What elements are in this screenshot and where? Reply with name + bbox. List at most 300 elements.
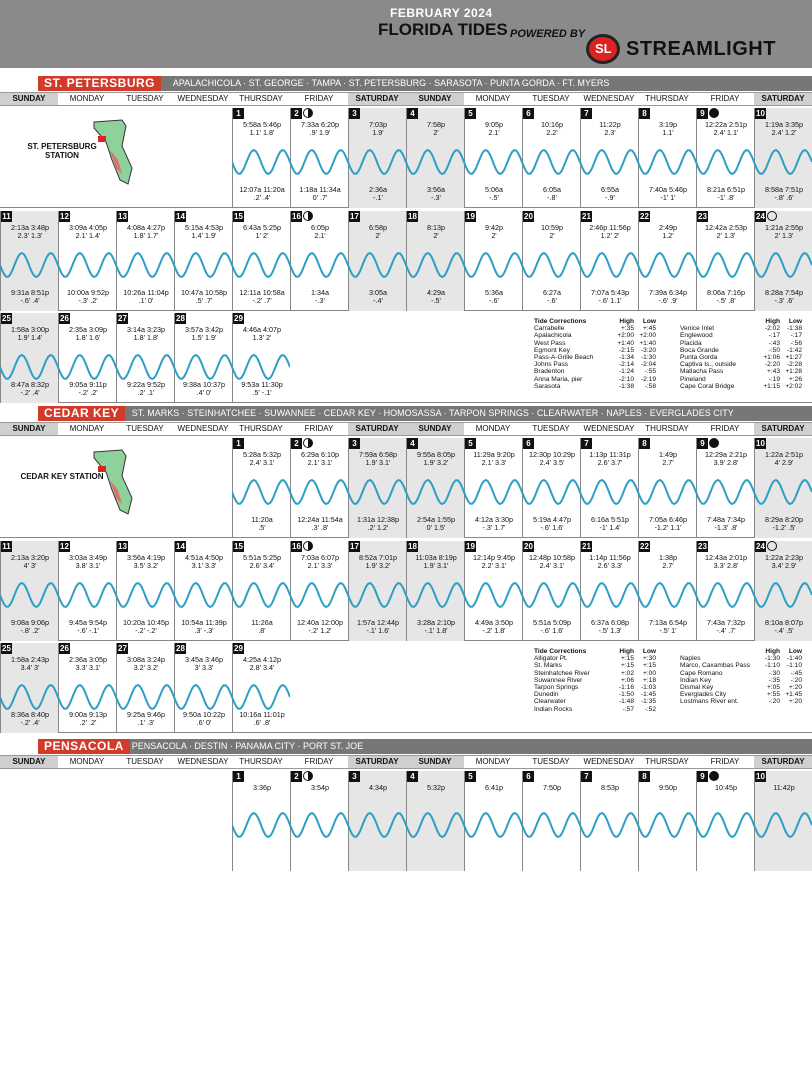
station-label: CEDAR KEY STATION — [20, 472, 104, 481]
day-header-monday: MONDAY — [475, 424, 511, 433]
date-number: 28 — [176, 644, 185, 653]
day-header-saturday: SATURDAY — [754, 756, 812, 768]
day-header-wednesday: WEDNESDAY — [583, 94, 635, 103]
low-tide-text: 10:47a 10:58p .5' .7' — [181, 288, 227, 305]
high-tide-text: 5:28a 5:32p 2.4' 3.1' — [243, 450, 281, 467]
correction-row: Indian Key -:35 -:20 — [680, 676, 802, 684]
day-header-tuesday: TUESDAY — [532, 424, 570, 433]
low-tide-text: 9:53a 11:30p .5' -.1' — [241, 380, 283, 397]
streamlight-logo-icon — [586, 34, 620, 64]
date-number: 24 — [756, 212, 765, 221]
high-tide-text: 12:30p 10:29p 2.4' 3.5' — [529, 450, 575, 467]
day-header-monday: MONDAY — [69, 757, 105, 766]
low-tide-text: 7:39a 6:34p -.6' .9' — [649, 288, 687, 305]
date-number: 23 — [698, 542, 707, 551]
date-number: 3 — [349, 438, 360, 449]
day-header-wednesday: WEDNESDAY — [583, 424, 635, 433]
high-tide-text: 3:08a 3:24p 3.2' 3.2' — [127, 655, 165, 672]
low-tide-text: 8:21a 6:51p -1' .8' — [707, 185, 745, 202]
tide-wave — [232, 142, 812, 182]
day-header-monday: MONDAY — [69, 94, 105, 103]
low-tide-text: 12:07a 11:20a .2' .4' — [239, 185, 285, 202]
correction-row: Steinhatchee River +:02 +:00 — [534, 669, 656, 677]
date-number: 26 — [60, 314, 69, 323]
low-tide-text: 7:48a 7:34p -1.3' .8' — [707, 515, 745, 532]
day-header-row — [0, 422, 812, 436]
day-header-saturday: SATURDAY — [348, 423, 406, 435]
corrections-header: High Low — [765, 648, 802, 655]
correction-row: Lostmans River ent. -:20 +:20 — [680, 698, 802, 706]
high-tide-text: 7:03p 1.9' — [369, 120, 387, 137]
date-number: 10 — [756, 772, 765, 781]
low-tide-text: 4:29a -.5' — [427, 288, 445, 305]
date-number: 7 — [581, 771, 592, 782]
date-number: 15 — [234, 212, 243, 221]
low-tide-text: 5:19a 4:47p -.6' 1.6' — [533, 515, 571, 532]
date-number: 13 — [118, 212, 127, 221]
region-cities: APALACHICOLA · ST. GEORGE · TAMPA · ST. PETERSBURG · SARASOTA · PUNTA GORDA · FT. MYERS — [172, 78, 610, 88]
low-tide-text: 3:28a 2:10p -.1' 1.8' — [417, 618, 455, 635]
low-tide-text: 8:36a 8:40p -.2' .4' — [11, 710, 49, 727]
high-tide-text: 12:22a 2:51p 2.4' 1.1' — [705, 120, 747, 137]
correction-row: Dunedin -1:50 -1:45 — [534, 691, 656, 699]
date-number: 8 — [639, 771, 650, 782]
high-tide-text: 3:45a 3:46p 3' 3.3' — [185, 655, 223, 672]
low-tide-text: 7:13a 6:54p -.5' 1' — [649, 618, 687, 635]
high-tide-text: 1:14p 11:56p 2.6' 3.3' — [589, 553, 631, 570]
date-number: 19 — [466, 542, 475, 551]
high-tide-text: 8:53p — [601, 783, 619, 792]
high-tide-text: 3:14a 3:23p 1.8' 1.8' — [127, 325, 165, 342]
date-number: 6 — [523, 108, 534, 119]
correction-row: Egmont Key -2:15 -3:20 — [534, 346, 656, 354]
day-header-friday: FRIDAY — [304, 94, 334, 103]
day-header-tuesday: TUESDAY — [126, 424, 164, 433]
correction-row: Venice Inlet -2:02 -1:38 — [680, 325, 802, 333]
day-header-thursday: THURSDAY — [645, 94, 689, 103]
date-number: 27 — [118, 644, 127, 653]
header-powered: POWERED BY — [510, 28, 586, 40]
high-tide-text: 4:51a 4:50p 3.1' 3.3' — [185, 553, 223, 570]
date-number: 2 — [291, 108, 302, 119]
correction-row: Pass-A-Grille Beach -1:34 -1:30 — [534, 354, 656, 362]
high-tide-text: 6:41p — [485, 783, 503, 792]
correction-row: Dismal Key +:05 +:20 — [680, 684, 802, 692]
correction-row: Englewood -:17 -:17 — [680, 332, 802, 340]
corrections-header: Tide Corrections High Low — [534, 318, 656, 325]
high-tide-text: 1:49p 2.7' — [659, 450, 677, 467]
high-tide-text: 7:03a 6:07p 2.1' 3.3' — [301, 553, 339, 570]
high-tide-text: 2:13a 3:48p 2.3' 1.3' — [11, 223, 49, 240]
week-row — [0, 541, 812, 641]
day-header-saturday: SATURDAY — [348, 93, 406, 105]
low-tide-text: 10:26a 11:04p .1' 0' — [123, 288, 169, 305]
region-name: ST. PETERSBURG — [38, 76, 161, 91]
low-tide-text: 10:20a 10:45p -.2' -.2' — [123, 618, 169, 635]
high-tide-text: 8:52a 7:01p 1.9' 3.2' — [359, 553, 397, 570]
high-tide-text: 1:38p 2.7' — [659, 553, 677, 570]
high-tide-text: 5:15a 4:53p 1.4' 1.9' — [185, 223, 223, 240]
high-tide-text: 12:42a 2:53p 2' 1.3' — [705, 223, 747, 240]
date-number: 4 — [407, 771, 418, 782]
region-name: PENSACOLA — [38, 739, 130, 754]
day-header-thursday: THURSDAY — [239, 424, 283, 433]
date-number: 2 — [291, 771, 302, 782]
low-tide-text: 1:57a 12:44p -.1' 1.6' — [357, 618, 399, 635]
date-number: 10 — [756, 439, 765, 448]
correction-row: Bradenton -1:24 -:55 — [534, 368, 656, 376]
day-header-saturday: SATURDAY — [348, 756, 406, 768]
day-header-friday: FRIDAY — [304, 757, 334, 766]
low-tide-text: 6:27a -.6' — [543, 288, 561, 305]
date-number: 8 — [639, 438, 650, 449]
high-tide-text: 6:58p 2' — [369, 223, 387, 240]
day-header-sunday: SUNDAY — [0, 423, 58, 435]
high-tide-text: 9:50p — [659, 783, 677, 792]
high-tide-text: 2:35a 3:09p 1.8' 1.6' — [69, 325, 107, 342]
low-tide-text: 1:31a 12:38p .2' 1.2' — [357, 515, 399, 532]
day-header-thursday: THURSDAY — [645, 757, 689, 766]
date-number: 25 — [2, 644, 11, 653]
low-tide-text: 9:38a 10:37p .4' 0' — [183, 380, 225, 397]
region-name: CEDAR KEY — [38, 406, 125, 421]
high-tide-text: 1:22a 2:23p 3.4' 2.9' — [765, 553, 803, 570]
corrections-header: High Low — [765, 318, 802, 325]
date-number: 21 — [582, 542, 591, 551]
date-number: 20 — [524, 542, 533, 551]
day-header-tuesday: TUESDAY — [532, 94, 570, 103]
day-header-tuesday: TUESDAY — [126, 94, 164, 103]
date-number: 27 — [118, 314, 127, 323]
high-tide-text: 7:50p — [543, 783, 561, 792]
moon-phase-icon — [767, 211, 777, 221]
day-header-monday: MONDAY — [475, 94, 511, 103]
correction-row: Everglades City +:55 +1:45 — [680, 691, 802, 699]
high-tide-text: 11:42p — [773, 783, 795, 792]
low-tide-text: 3:05a -.4' — [369, 288, 387, 305]
low-tide-text: 12:24a 11:54a .3' .8' — [297, 515, 343, 532]
high-tide-text: 12:48p 10:58p 2.4' 3.1' — [529, 553, 575, 570]
correction-row: West Pass +1:40 +1:40 — [534, 339, 656, 347]
tide-wave — [232, 472, 812, 512]
correction-row: Anna Maria, pier -2:10 -2:19 — [534, 375, 656, 383]
date-number: 17 — [350, 542, 359, 551]
day-header-monday: MONDAY — [69, 424, 105, 433]
date-number: 9 — [697, 108, 708, 119]
date-number: 11 — [2, 212, 11, 221]
low-tide-text: 7:40a 5:46p -1' 1' — [649, 185, 687, 202]
correction-row: Suwannee River +:06 +:18 — [534, 676, 656, 684]
date-number: 16 — [292, 542, 301, 551]
moon-phase-icon — [303, 438, 313, 448]
correction-row: Cape Romano -:30 -:45 — [680, 669, 802, 677]
low-tide-text: 9:31a 8:51p -.6' .4' — [11, 288, 49, 305]
date-number: 18 — [408, 212, 417, 221]
day-header-tuesday: TUESDAY — [126, 757, 164, 766]
low-tide-text: 6:16a 5:51p -1' 1.4' — [591, 515, 629, 532]
day-header-wednesday: WEDNESDAY — [177, 94, 229, 103]
region-1 — [0, 406, 812, 736]
low-tide-text: 6:55a -.9' — [601, 185, 619, 202]
day-header-wednesday: WEDNESDAY — [177, 757, 229, 766]
high-tide-text: 11:22p 2.3' — [599, 120, 621, 137]
date-number: 18 — [408, 542, 417, 551]
header-month: FEBRUARY 2024 — [390, 6, 493, 20]
low-tide-text: 8:47a 8:32p -.2' .4' — [11, 380, 49, 397]
date-number: 14 — [176, 212, 185, 221]
day-header-wednesday: WEDNESDAY — [177, 424, 229, 433]
high-tide-text: 2:49p 1.2' — [659, 223, 677, 240]
low-tide-text: 8:58a 7:51p -.8' .6' — [765, 185, 803, 202]
correction-row: Carrabelle +:35 +:45 — [534, 325, 656, 333]
correction-row: St. Marks +:15 +:15 — [534, 662, 656, 670]
high-tide-text: 5:32p — [427, 783, 445, 792]
region-cities: ST. MARKS · STEINHATCHEE · SUWANNEE · CEDAR KEY · HOMOSASSA · TARPON SPRINGS · CLEARWATER · NAPLES · EVERGLADES CITY — [131, 408, 734, 418]
day-header-friday: FRIDAY — [304, 424, 334, 433]
day-header-friday: FRIDAY — [710, 757, 740, 766]
low-tide-text: 9:22a 9:52p .2' .1' — [127, 380, 165, 397]
date-number: 4 — [407, 438, 418, 449]
day-header-saturday: SATURDAY — [754, 93, 812, 105]
high-tide-text: 3:36p — [253, 783, 271, 792]
tide-corrections-left — [534, 318, 656, 390]
high-tide-text: 3:09a 4:05p 2.1' 1.4' — [69, 223, 107, 240]
date-number: 7 — [581, 108, 592, 119]
high-tide-text: 11:29a 9:20p 2.1' 3.3' — [473, 450, 515, 467]
low-tide-text: 3:56a -.3' — [427, 185, 445, 202]
low-tide-text: 9:50a 10:22p .6' 0' — [183, 710, 225, 727]
low-tide-text: 9:00a 9:13p .2' .2' — [69, 710, 107, 727]
low-tide-text: 12:11a 10:58a -.2' .7' — [239, 288, 285, 305]
correction-row: Matlacha Pass +:43 +1:28 — [680, 368, 802, 376]
date-number: 9 — [697, 438, 708, 449]
date-number: 29 — [234, 644, 243, 653]
high-tide-text: 9:05p 2.1' — [485, 120, 503, 137]
correction-row: Apalachicola +2:00 +2:00 — [534, 332, 656, 340]
low-tide-text: 7:05a 6:46p -1.2' 1.1' — [649, 515, 687, 532]
high-tide-text: 2:36a 3:05p 3.3' 3.1' — [69, 655, 107, 672]
date-number: 11 — [2, 542, 11, 551]
low-tide-text: 12:40a 12:00p -.2' 1.2' — [297, 618, 343, 635]
high-tide-text: 9:42p 2' — [485, 223, 503, 240]
date-number: 9 — [697, 771, 708, 782]
date-number: 5 — [465, 771, 476, 782]
high-tide-text: 4:25a 4:12p 2.8' 3.4' — [243, 655, 281, 672]
high-tide-text: 10:59p 2' — [541, 223, 563, 240]
high-tide-text: 3:57a 3:42p 1.5' 1.9' — [185, 325, 223, 342]
date-number: 1 — [233, 438, 244, 449]
day-header-thursday: THURSDAY — [645, 424, 689, 433]
tide-wave — [0, 245, 812, 285]
week-row — [0, 108, 812, 208]
date-number: 28 — [176, 314, 185, 323]
tide-corrections-right — [680, 318, 802, 390]
high-tide-text: 1:19a 3:35p 2.4' 1.2' — [765, 120, 803, 137]
low-tide-text: 10:00a 9:52p -.3' .2' — [67, 288, 109, 305]
day-header-sunday: SUNDAY — [406, 756, 464, 768]
high-tide-text: 12:14p 9:45p 2.2' 3.1' — [473, 553, 515, 570]
correction-row: Boca Grande -:50 -1:42 — [680, 346, 802, 354]
correction-row: Tarpon Springs -1:16 -1:03 — [534, 684, 656, 692]
date-number: 3 — [349, 771, 360, 782]
day-header-row — [0, 92, 812, 106]
high-tide-text: 3:19p 1.1' — [659, 120, 677, 137]
correction-row: Cape Coral Bridge +1:15 +2:02 — [680, 382, 802, 390]
high-tide-text: 9:55a 8:05p 1.9' 3.2' — [417, 450, 455, 467]
high-tide-text: 1:58a 3:00p 1.9' 1.4' — [11, 325, 49, 342]
date-number: 24 — [756, 542, 765, 551]
correction-row: Punta Gorda +1:06 +1:27 — [680, 354, 802, 362]
high-tide-text: 3:54p — [311, 783, 329, 792]
day-header-row — [0, 755, 812, 769]
moon-phase-icon — [767, 541, 777, 551]
high-tide-text: 10:16p 2.2' — [541, 120, 563, 137]
date-number: 29 — [234, 314, 243, 323]
day-header-monday: MONDAY — [475, 757, 511, 766]
high-tide-text: 5:51a 5:25p 2.6' 3.4' — [243, 553, 281, 570]
day-header-wednesday: WEDNESDAY — [583, 757, 635, 766]
florida-map-icon — [92, 446, 136, 518]
header-title: FLORIDA TIDES — [378, 20, 508, 39]
high-tide-text: 11:03a 8:19p 1.9' 3.1' — [415, 553, 457, 570]
low-tide-text: 11:20a .5' — [251, 515, 273, 532]
date-number: 3 — [349, 108, 360, 119]
day-header-sunday: SUNDAY — [406, 93, 464, 105]
day-header-sunday: SUNDAY — [406, 423, 464, 435]
day-header-saturday: SATURDAY — [754, 423, 812, 435]
moon-phase-icon — [303, 108, 313, 118]
high-tide-text: 3:56a 4:19p 3.5' 3.2' — [127, 553, 165, 570]
low-tide-text: 7:43a 7:32p -.4' .7' — [707, 618, 745, 635]
day-header-tuesday: TUESDAY — [532, 757, 570, 766]
date-number: 4 — [407, 108, 418, 119]
low-tide-text: 5:36a -.6' — [485, 288, 503, 305]
page-header — [0, 0, 812, 68]
week-row — [0, 771, 812, 871]
date-number: 6 — [523, 438, 534, 449]
tide-wave — [0, 575, 812, 615]
correction-row: Placida -:43 -:56 — [680, 339, 802, 347]
low-tide-text: 7:07a 5:43p -.6' 1.1' — [591, 288, 629, 305]
date-number: 25 — [2, 314, 11, 323]
high-tide-text: 1:58a 2:43p 3.4' 3' — [11, 655, 49, 672]
tide-wave — [0, 677, 290, 717]
low-tide-text: 8:10a 8:07p -.4' .5' — [765, 618, 803, 635]
tide-wave — [0, 347, 290, 387]
station-label: ST. PETERSBURG STATION — [27, 142, 97, 160]
date-number: 5 — [465, 438, 476, 449]
region-cities: PENSACOLA · DESTIN · PANAMA CITY · PORT ST. JOE — [131, 741, 364, 751]
correction-row: Captiva Is., outside -2:20 -2:28 — [680, 361, 802, 369]
low-tide-text: 4:49a 3:50p -.2' 1.8' — [475, 618, 513, 635]
low-tide-text: 6:37a 6:08p -.5' 1.3' — [591, 618, 629, 635]
high-tide-text: 5:58a 5:46p 1.1' 1.8' — [243, 120, 281, 137]
moon-phase-icon — [303, 541, 313, 551]
low-tide-text: 8:06a 7:16p -.5' .8' — [707, 288, 745, 305]
day-header-thursday: THURSDAY — [239, 94, 283, 103]
date-number: 6 — [523, 771, 534, 782]
corrections-header: Tide Corrections High Low — [534, 648, 656, 655]
day-header-thursday: THURSDAY — [239, 757, 283, 766]
correction-row: Naples -1:30 -1:40 — [680, 655, 802, 663]
tide-wave — [232, 805, 812, 845]
high-tide-text: 1:13p 11:31p 2.6' 3.7' — [589, 450, 631, 467]
correction-row: Alligator Pt. +:15 +:30 — [534, 655, 656, 663]
correction-row: Indian Rocks -:57 -:52 — [534, 705, 656, 713]
high-tide-text: 10:45p — [715, 783, 737, 792]
week-row — [0, 211, 812, 311]
date-number: 19 — [466, 212, 475, 221]
date-number: 14 — [176, 542, 185, 551]
day-header-sunday: SUNDAY — [0, 756, 58, 768]
day-header-friday: FRIDAY — [710, 424, 740, 433]
date-number: 22 — [640, 212, 649, 221]
moon-phase-icon — [709, 108, 719, 118]
correction-row: Sarasota -1:38 -:58 — [534, 382, 656, 390]
high-tide-text: 7:33a 6:20p .9' 1.9' — [301, 120, 339, 137]
date-number: 7 — [581, 438, 592, 449]
moon-phase-icon — [303, 771, 313, 781]
date-number: 22 — [640, 542, 649, 551]
date-number: 8 — [639, 108, 650, 119]
high-tide-text: 4:46a 4:07p 1.3' 2' — [243, 325, 281, 342]
date-number: 21 — [582, 212, 591, 221]
high-tide-text: 6:43a 5:25p 1' 2' — [243, 223, 281, 240]
day-header-friday: FRIDAY — [710, 94, 740, 103]
tide-corrections-left — [534, 648, 656, 713]
low-tide-text: 4:12a 3:30p -.3' 1.7' — [475, 515, 513, 532]
low-tide-text: 2:36a -.1' — [369, 185, 387, 202]
correction-row: Johns Pass -2:14 -2:04 — [534, 361, 656, 369]
high-tide-text: 6:29a 6:10p 2.1' 3.1' — [301, 450, 339, 467]
low-tide-text: 6:05a -.8' — [543, 185, 561, 202]
header-brand: STREAMLIGHT — [626, 38, 776, 60]
date-number: 15 — [234, 542, 243, 551]
moon-phase-icon — [303, 211, 313, 221]
moon-phase-icon — [709, 771, 719, 781]
high-tide-text: 1:22a 2:51p 4' 2.9' — [765, 450, 803, 467]
low-tide-text: 8:29a 8:20p -1.2' .5' — [765, 515, 803, 532]
date-number: 12 — [60, 542, 69, 551]
tide-corrections-right — [680, 648, 802, 706]
date-number: 16 — [292, 212, 301, 221]
date-number: 1 — [233, 771, 244, 782]
date-number: 2 — [291, 438, 302, 449]
correction-row: Clearwater -1:48 -1:35 — [534, 698, 656, 706]
date-number: 1 — [233, 108, 244, 119]
region-0 — [0, 76, 812, 406]
correction-row: Pineland -:19 +:26 — [680, 375, 802, 383]
high-tide-text: 2:13a 3:20p 4' 3' — [11, 553, 49, 570]
low-tide-text: 9:45a 9:54p -.6' -.1' — [69, 618, 107, 635]
low-tide-text: 5:06a -.5' — [485, 185, 503, 202]
low-tide-text: 1:18a 11:34a 0' .7' — [299, 185, 341, 202]
low-tide-text: 5:51a 5:09p -.6' 1.6' — [533, 618, 571, 635]
high-tide-text: 12:43a 2:01p 3.3' 2.8' — [705, 553, 747, 570]
low-tide-text: 10:54a 11:39p .3' -.3' — [181, 618, 227, 635]
low-tide-text: 11:26a .8' — [251, 618, 273, 635]
low-tide-text: 9:05a 9:11p -.2' .2' — [69, 380, 107, 397]
high-tide-text: 7:59a 6:58p 1.9' 3.1' — [359, 450, 397, 467]
high-tide-text: 4:08a 4:27p 1.8' 1.7' — [127, 223, 165, 240]
high-tide-text: 4:34p — [369, 783, 387, 792]
date-number: 17 — [350, 212, 359, 221]
high-tide-text: 2:46p 11:56p 1.2' 2' — [589, 223, 631, 240]
high-tide-text: 6:05p 2.1' — [311, 223, 329, 240]
date-number: 10 — [756, 109, 765, 118]
week-row — [0, 438, 812, 538]
high-tide-text: 3:03a 3:49p 3.8' 3.1' — [69, 553, 107, 570]
